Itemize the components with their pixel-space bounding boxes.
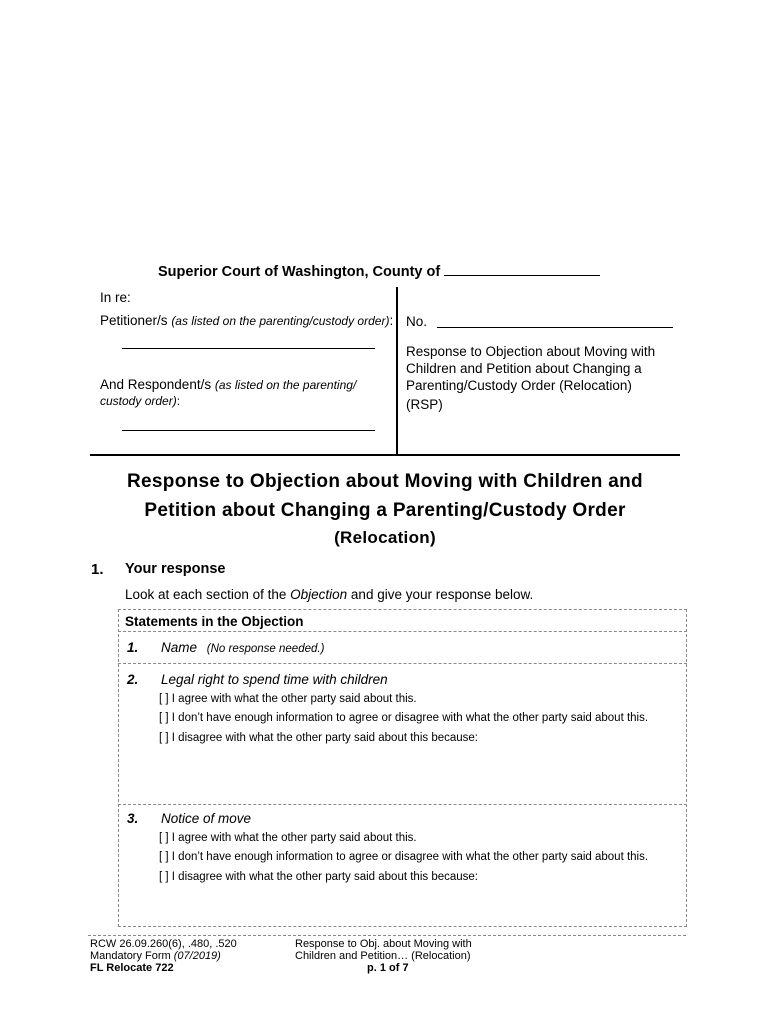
footer-center [295, 938, 472, 974]
table-header: Statements in the Objection [125, 614, 304, 629]
petitioner-note: (as listed on the parenting/custody order) [171, 314, 390, 328]
item-note: (No response needed.) [206, 643, 325, 655]
footer-page-number: p. 1 of 7 [367, 962, 409, 974]
respondent-note-2: custody order) [100, 394, 177, 408]
petitioner-label: Petitioner/s [100, 313, 168, 328]
instruction-emphasis: Objection [290, 587, 348, 602]
checkbox-option-agree[interactable]: [ ] I agree with what the other party said about this. [159, 693, 417, 705]
case-no-blank[interactable] [437, 327, 673, 328]
doc-title-block [406, 343, 655, 394]
instruction-suffix: and give your response below. [347, 587, 534, 602]
checkbox-option-disagree[interactable]: [ ] I disagree with what the other party said about this because: [159, 732, 478, 744]
footer-left [90, 938, 237, 974]
respondent-note-1: (as listed on the parenting/ [214, 378, 357, 392]
doc-title-line3: Parenting/Custody Order (Relocation) [406, 378, 632, 393]
table-row-divider [118, 663, 687, 664]
section-instruction [125, 587, 533, 602]
checkbox-option-not-enough-info[interactable]: [ ] I don’t have enough information to agree or disagree with what the other party said about this. [159, 851, 649, 863]
court-heading-text: Superior Court of Washington, County of [158, 264, 441, 280]
footer-mandatory-prefix: Mandatory Form [90, 950, 174, 962]
item-number: 3. [127, 811, 139, 826]
section-heading: Your response [125, 561, 226, 577]
court-heading [158, 263, 600, 280]
table-row-divider [118, 631, 687, 632]
instruction-prefix: Look at each section of the [125, 587, 291, 602]
form-title-line1: Response to Objection about Moving with Children and [127, 471, 643, 492]
item-title [161, 640, 324, 655]
section-number: 1. [91, 561, 104, 578]
doc-title-line2: Children and Petition about Changing a [406, 361, 642, 376]
item-number: 1. [127, 640, 139, 655]
footer-mandatory-date: (07/2019) [173, 950, 221, 962]
footer-mandatory [90, 950, 237, 962]
doc-title-line1: Response to Objection about Moving with [406, 344, 656, 359]
item-title-text: Name [161, 640, 198, 655]
item-number: 2. [127, 672, 139, 687]
doc-code: (RSP) [406, 397, 443, 412]
footer-short-title-1: Response to Obj. about Moving with [295, 938, 472, 950]
footer-rule [88, 935, 686, 936]
item-title: Legal right to spend time with children [161, 672, 388, 687]
petitioner-name-blank[interactable] [122, 348, 375, 349]
form-title-line3: (Relocation) [334, 528, 436, 547]
in-re-label: In re: [100, 290, 131, 305]
case-no-label: No. [406, 314, 428, 329]
caption-divider [396, 287, 398, 455]
item-title: Notice of move [161, 811, 252, 826]
county-blank[interactable] [444, 263, 600, 276]
caption-bottom-rule [90, 454, 680, 456]
respondent-note-2-group [100, 394, 180, 408]
checkbox-option-agree[interactable]: [ ] I agree with what the other party said about this. [159, 832, 417, 844]
form-title-line2: Petition about Changing a Parenting/Custody Order [144, 500, 626, 521]
petitioner-colon: : [389, 313, 394, 328]
table-row-divider [118, 804, 687, 805]
checkbox-option-disagree[interactable]: [ ] I disagree with what the other party said about this because: [159, 871, 478, 883]
respondent-colon: : [176, 394, 181, 408]
respondent-label-group [100, 377, 356, 392]
petitioner-label-group [100, 313, 393, 328]
footer-rcw: RCW 26.09.260(6), .480, .520 [90, 938, 237, 950]
respondent-label: And Respondent/s [100, 377, 212, 392]
footer-form-id: FL Relocate 722 [90, 962, 174, 974]
checkbox-option-not-enough-info[interactable]: [ ] I don’t have enough information to agree or disagree with what the other party said about this. [159, 712, 649, 724]
footer-short-title-2: Children and Petition… (Relocation) [295, 950, 471, 962]
respondent-name-blank[interactable] [122, 430, 375, 431]
